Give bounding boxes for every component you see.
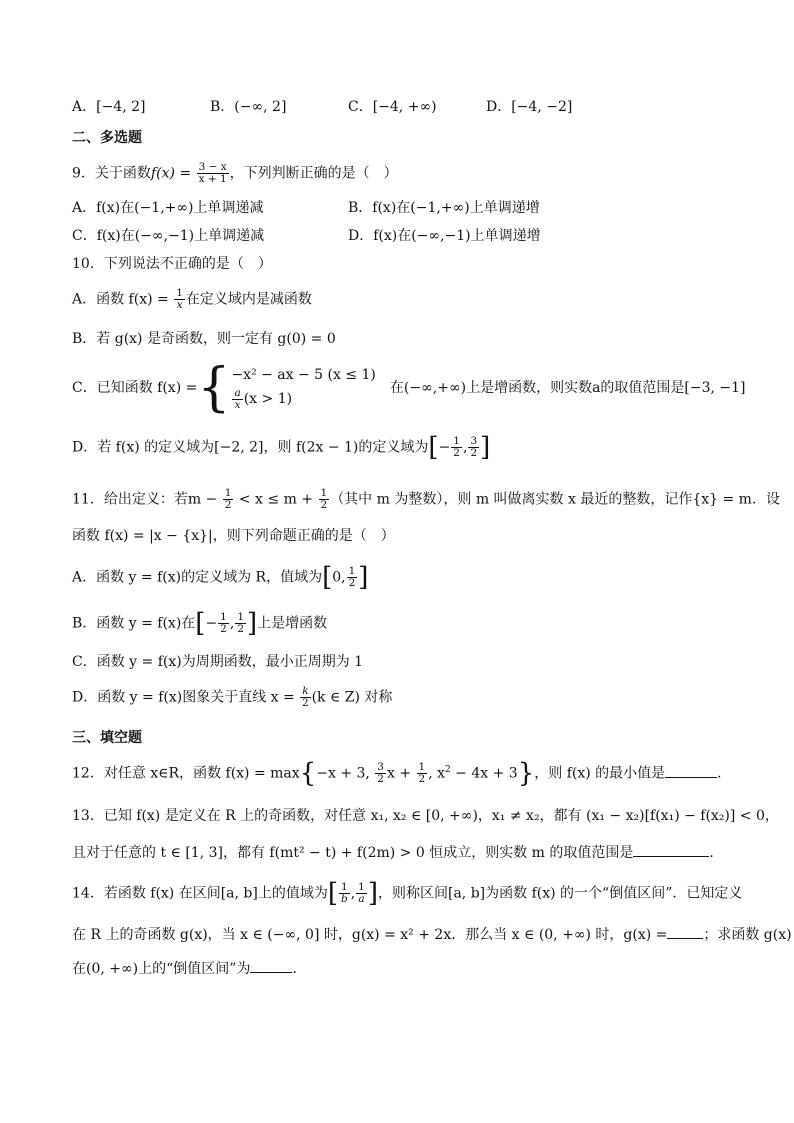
q8-option-c: C．[−4, +∞): [348, 99, 437, 115]
q12-stem: 12．对任意 x∈R，函数 f(x) = max{−x + 3, $\frac{3}{2}$ x + $\frac{1}{2}$ , $x^2 - 4x + 3$}，则 f(x) 的最小值是 ．: [72, 758, 732, 789]
q14-line2: [72, 924, 792, 945]
q11-half-den-2: 2: [320, 499, 328, 511]
q10-c-case2: [231, 386, 375, 412]
q9-prefix: 9．关于函数: [72, 165, 151, 182]
q8-option-d: D．[−4, −2]: [486, 99, 573, 115]
q11-line2: 函数 f(x) = |x − {x}|，则下列命题正确的是（ ）: [72, 528, 395, 544]
q11-line1-post: （其中 m 为整数），则 m 叫做离实数 x 最近的整数，记作{x} = m．设: [330, 491, 780, 508]
q10-d-n1: 1: [453, 435, 460, 447]
q10-c-pre: C．已知函数 f(x) =: [72, 380, 198, 396]
q14-line2-text: 在 R 上的奇函数 g(x)，当 x ∈ (−∞, 0] 时，g(x) = x² + 2x．那么当 x ∈ (0, +∞) 时，g(x) =: [72, 927, 668, 943]
q10-d-lb: [: [428, 432, 439, 463]
q11-line1-pre: 11．给出定义：若m −: [72, 491, 222, 508]
q10-option-b: B．若 g(x) 是奇函数，则一定有 g(0) = 0: [72, 331, 336, 347]
q10-c-case1: −x² − ax − 5 (x ≤ 1): [231, 367, 376, 383]
q10-a-pre: A．函数 f(x) =: [72, 291, 174, 308]
q13-line2: 且对于任意的 t ∈ [1, 3]，都有 f(mt² − t) + f(2m) > 0 恒成立，则实数 m 的取值范围是 ．: [72, 842, 723, 863]
q10-c-case2-num: a: [234, 386, 241, 399]
q14-line2-post: ；求函数 g(x): [703, 927, 792, 943]
q12-pre: 12．对任意 x∈R，函数 f(x) = max: [72, 765, 300, 782]
q13-line2-text: 且对于任意的 t ∈ [1, 3]，都有 f(mt² − t) + f(2m) > 0 恒成立，则实数 m 的取值范围是: [72, 845, 634, 861]
q11-line1-mid: < x ≤ m +: [234, 491, 318, 508]
q9-option-d: D．f(x)在(−∞,−1)上单调递增: [348, 228, 541, 244]
q10-option-d: D．若 f(x) 的定义域为[−2, 2]，则 f(2x − 1)的定义域为[− $\frac{1}{2}$ , $\frac{3}{2}$ ]: [72, 432, 491, 463]
q12-answer-blank[interactable]: [665, 763, 717, 778]
q10-d-minus: −: [438, 439, 451, 456]
q9-suffix: ，下列判断正确的是（ ）: [229, 165, 398, 182]
q8-option-b: B．(−∞, 2]: [210, 99, 287, 115]
q14-line3: 在(0, +∞)上的“倒值区间”为 ．: [72, 958, 306, 979]
q10-a-post: 在定义域内是减函数: [185, 291, 312, 308]
q10-a-fraction: [174, 288, 185, 311]
q14-line1-pre: 14．若函数 f(x) 在区间[a, b]上的值域为: [72, 885, 328, 902]
q9-den: x + 1: [198, 173, 227, 185]
q10-d-rb: ]: [480, 432, 491, 463]
q14-line1: 14．若函数 f(x) 在区间[a, b]上的值域为[ $\frac{1}{b}$ , $\frac{1}{a}$ ]，则称区间[a, b]为函数 f(x) 的一个“倒值区间”．已知定义: [72, 878, 743, 909]
q14-answer-blank-2[interactable]: [250, 958, 292, 973]
q8-option-a: A．[−4, 2]: [72, 99, 146, 115]
q10-d-d2: 2: [470, 447, 478, 459]
q11-d-post: (k ∈ Z) 对称: [311, 689, 393, 706]
q9-option-b: B．f(x)在(−1,+∞)上单调递增: [348, 200, 540, 216]
section-heading-multi: 二、多选题: [72, 130, 142, 146]
q10-c-post: 在(−∞,+∞)上是增函数，则实数a的取值范围是[−3, −1]: [389, 380, 746, 396]
q10-d-n2: 3: [470, 435, 478, 447]
q9-option-c: C．f(x)在(−∞,−1)上单调递减: [72, 228, 265, 244]
q11-a-pre: A．函数 y = f(x)的定义域为 R，值域为: [72, 569, 323, 586]
q13-answer-blank[interactable]: [633, 842, 709, 857]
q11-half-num-1: 1: [224, 487, 232, 499]
q9-stem: [72, 162, 398, 185]
left-brace-icon: {: [197, 358, 231, 418]
q11-line1: [72, 488, 780, 511]
q11-d-den: 2: [302, 697, 309, 709]
q12-post: ，则 f(x) 的最小值是: [534, 765, 666, 782]
q10-d-pre: D．若 f(x) 的定义域为[−2, 2]，则 f(2x − 1)的定义域为: [72, 439, 429, 456]
q14-line1-post: ，则称区间[a, b]为函数 f(x) 的一个“倒值区间”．已知定义: [378, 885, 743, 902]
q11-b-pre: B．函数 y = f(x)在: [72, 615, 196, 632]
q11-d-num: k: [302, 685, 309, 697]
q11-b-post: 上是增函数: [257, 615, 328, 632]
q11-half-num-2: 1: [320, 487, 328, 499]
q11-d-pre: D．函数 y = f(x)图象关于直线 x =: [72, 689, 300, 706]
q10-a-den: x: [176, 299, 183, 311]
q14-line3-text: 在(0, +∞)上的“倒值区间”为: [72, 961, 251, 977]
q9-num: 3 − x: [198, 161, 227, 173]
q11-half-den-1: 2: [224, 499, 232, 511]
section-heading-fill: 三、填空题: [72, 730, 142, 746]
q14-answer-blank-1[interactable]: [667, 924, 703, 939]
q11-option-b: B．函数 y = f(x)在[− $\frac{1}{2}$ , $\frac{1}{2}$ ]上是增函数: [72, 608, 328, 639]
q11-option-d: [72, 686, 392, 709]
q9-fraction: [197, 162, 229, 185]
q10-stem: 10．下列说法不正确的是（ ）: [72, 256, 272, 272]
q10-c-piecewise: [231, 364, 375, 412]
q10-d-d1: 2: [453, 447, 460, 459]
q11-option-a: A．函数 y = f(x)的定义域为 R，值域为[0, $\frac{1}{2}$ ]: [72, 562, 369, 593]
q10-option-a: [72, 288, 312, 311]
q9-func: f(x) =: [150, 165, 196, 182]
q11-option-c: C．函数 y = f(x)为周期函数，最小正周期为 1: [72, 654, 364, 670]
q10-c-case2-den: x: [234, 398, 241, 411]
q10-c-case2-cond: (x > 1): [243, 391, 293, 407]
q13-line1: 13．已知 f(x) 是定义在 R 上的奇函数，对任意 x₁, x₂ ∈ [0, +∞)，x₁ ≠ x₂，都有 (x₁ − x₂)[f(x₁) − f(x₂)] < 0，: [72, 808, 779, 824]
q9-option-a: A．f(x)在(−1,+∞)上单调递减: [72, 200, 264, 216]
q10-a-num: 1: [176, 287, 183, 299]
q10-option-c: [72, 360, 746, 416]
